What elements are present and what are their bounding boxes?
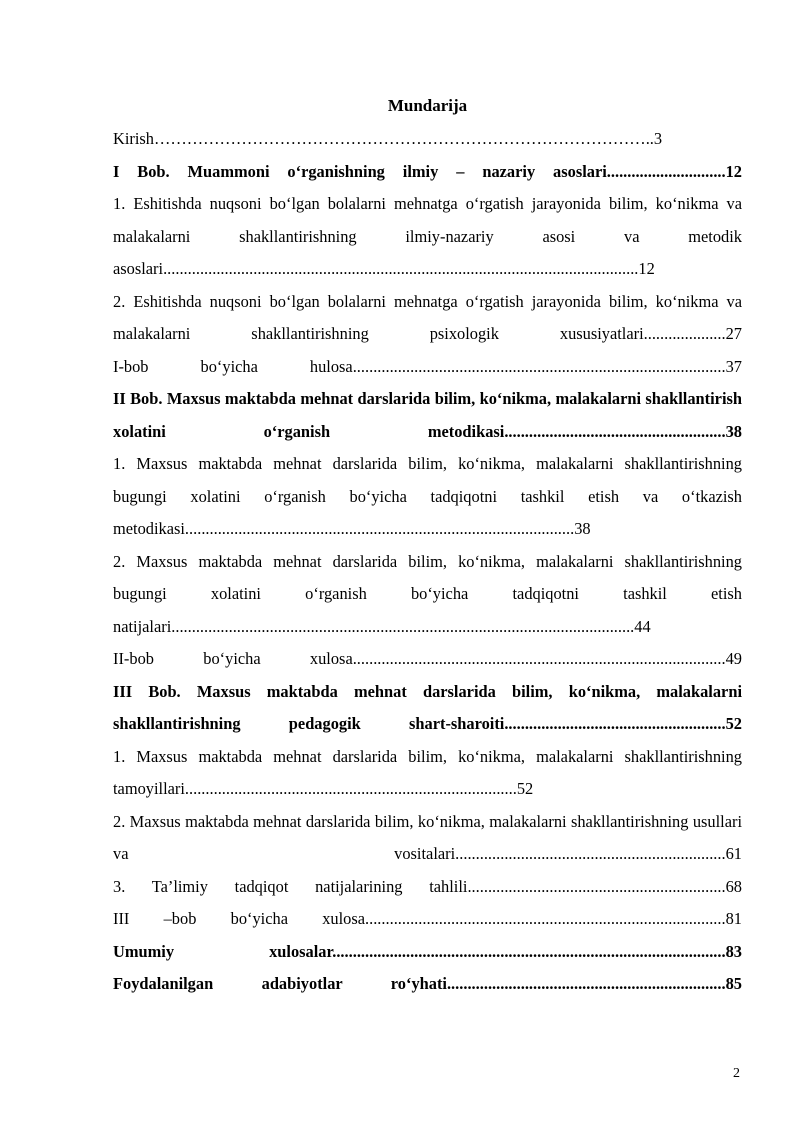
toc-entry: Foydalanilgan adabiyotlar ro‘yhati....................................................................85 (113, 974, 742, 993)
toc-entry: I-bob bo‘yicha hulosa...........................................................................................37 (113, 356, 742, 376)
toc-entry: 2. Eshitishda nuqsoni bo‘lgan bolalarni mehnatga o‘rgatish jarayonida bilim, ko‘nikma va malakalarni shakllantirishning psixologik xususiyatlari....................27 (113, 291, 742, 343)
document-page (113, 95, 742, 1001)
toc-entry: II Bob. Maxsus maktabda mehnat darslarida bilim, ko‘nikma, malakalarni shakllantirish xolatini o‘rganish metodikasi......................................................38 (113, 389, 742, 441)
toc-entry: I Bob. Muammoni o‘rganishning ilmiy – nazariy asoslari.............................12 (113, 161, 742, 181)
toc-entry: 2. Maxsus maktabda mehnat darslarida bilim, ko‘nikma, malakalarni shakllantirishning usullari va vositalari..................................................................61 (113, 811, 742, 863)
toc-entry: 3. Ta’limiy tadqiqot natijalarining tahlili...............................................................68 (113, 876, 742, 896)
toc-entry: 2. Maxsus maktabda mehnat darslarida bilim, ko‘nikma, malakalarni shakllantirishning bugungi xolatini o‘rganish bo‘yicha tadqiqotni tashkil etish natijalari.................................................................................................................44 (113, 551, 742, 636)
toc-entry: III –bob bo‘yicha xulosa........................................................................................81 (113, 909, 742, 928)
table-of-contents (113, 123, 742, 1001)
toc-entry: 1. Maxsus maktabda mehnat darslarida bilim, ko‘nikma, malakalarni shakllantirishning bugungi xolatini o‘rganish bo‘yicha tadqiqotni tashkil etish va o‘tkazish metodikasi...............................................................................................38 (113, 454, 742, 538)
page-title: Mundarija (387, 96, 468, 115)
toc-entry: II-bob bo‘yicha xulosa...........................................................................................49 (113, 649, 742, 668)
toc-entry: 1. Eshitishda nuqsoni bo‘lgan bolalarni mehnatga o‘rgatish jarayonida bilim, ko‘nikma va malakalarni shakllantirishning ilmiy-nazariy asosi va metodik asoslari....................................................................................................................12 (113, 194, 742, 278)
toc-entry: Umumiy xulosalar................................................................................................83 (113, 941, 742, 961)
toc-entry: III Bob. Maxsus maktabda mehnat darslarida bilim, ko‘nikma, malakalarni shakllantirishning pedagogik shart-sharoiti......................................................52 (113, 681, 742, 733)
page-number: 2 (733, 1066, 740, 1081)
toc-entry: 1. Maxsus maktabda mehnat darslarida bilim, ko‘nikma, malakalarni shakllantirishning tamoyillari.................................................................................52 (113, 746, 742, 798)
toc-entry: Kirish………………………………………………………………………………..3 (113, 129, 663, 148)
